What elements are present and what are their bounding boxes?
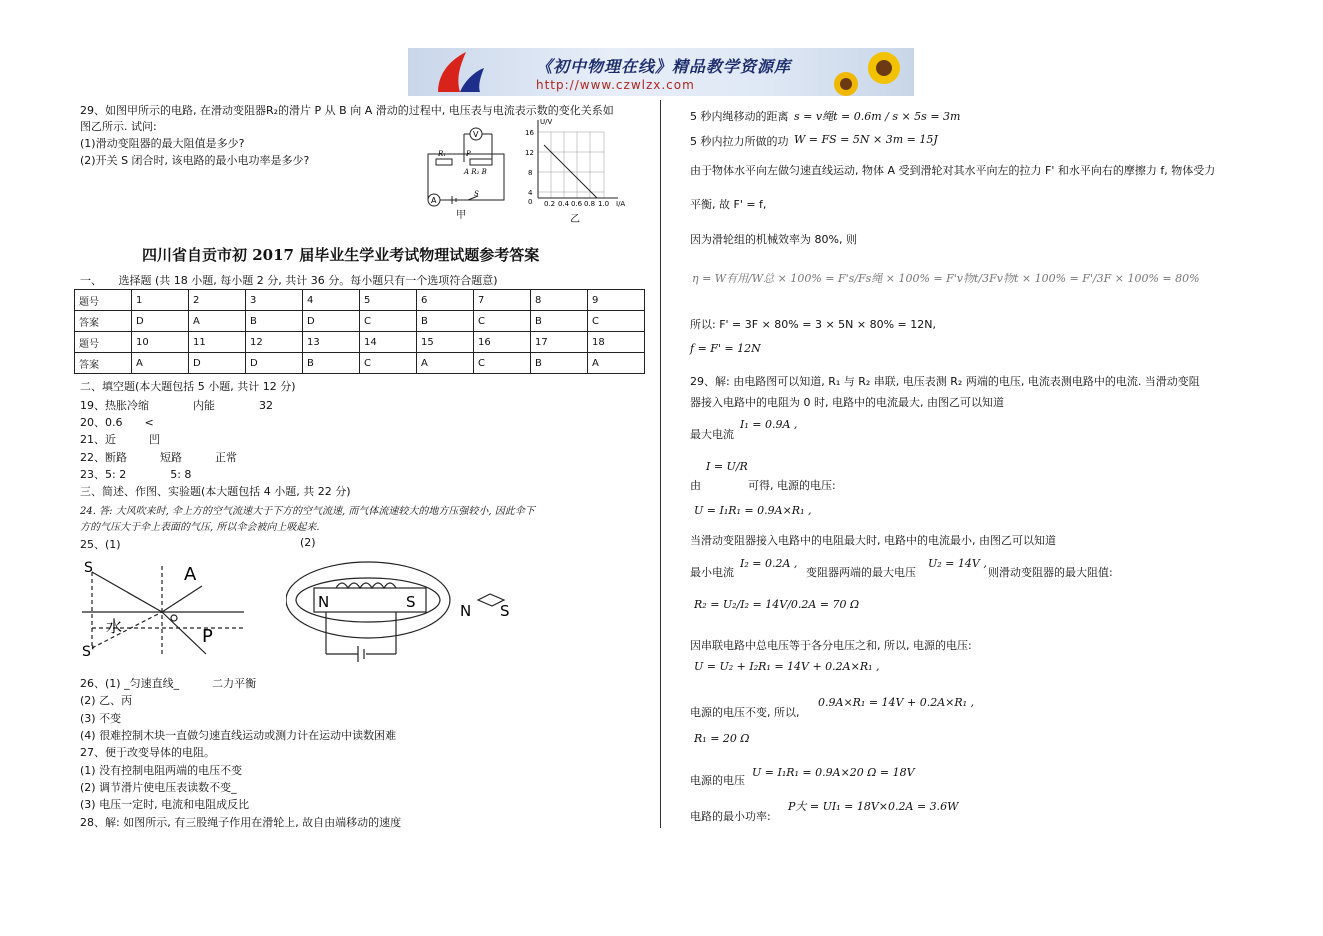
r-line17: 因串联电路中总电压等于各分电压之和, 所以, 电源的电压: bbox=[690, 639, 972, 652]
r-line9: 29、解: 由电路图可以知道, R₁ 与 R₂ 串联, 电压表测 R₂ 两端的电压, 电流表测电路中的电流. 当滑动变阻 bbox=[690, 375, 1200, 388]
r-line22-formula: P大 = UI₁ = 18V×0.2A = 3.6W bbox=[788, 800, 959, 813]
fig25-label-water: 水 bbox=[106, 617, 123, 636]
r-line22-label: 电路的最小功率: bbox=[690, 810, 771, 823]
r-line18: U = U₂ + I₂R₁ = 14V + 0.2A×R₁ , bbox=[694, 660, 880, 673]
q29-line1: 29、如图甲所示的电路, 在滑动变阻器R₂的滑片 P 从 B 向 A 滑动的过程中, 电压表与电流表示数的变化关系如 bbox=[80, 104, 614, 117]
r-line15-text: 变阻器两端的最大电压 bbox=[806, 566, 916, 579]
answer-table bbox=[74, 289, 645, 374]
r-line14: 当滑动变阻器接入电路中的电阻最大时, 电路中的电流最小, 由图乙可以知道 bbox=[690, 534, 1056, 547]
logo-icon bbox=[408, 48, 528, 96]
graph-xtick: 0.2 bbox=[544, 200, 556, 208]
section-3-heading: 三、简述、作图、实验题(本大题包括 4 小题, 共 22 分) bbox=[80, 485, 351, 498]
page-title: 四川省自贡市初 2017 届毕业生学业考试物理试题参考答案 bbox=[142, 246, 540, 264]
graph-xtick: 1.0 bbox=[598, 200, 610, 208]
graph-ytick: 4 bbox=[528, 189, 533, 197]
fig25-label-s: S bbox=[84, 560, 93, 576]
fig-jia-label: 甲 bbox=[456, 210, 466, 221]
answer-19: 19、热胀冷缩 内能 32 bbox=[80, 399, 273, 412]
answer-26-2: (2) 乙、丙 bbox=[80, 694, 133, 707]
r-line1-formula: s = v绳t = 0.6m / s × 5s = 3m bbox=[794, 110, 961, 123]
header-banner bbox=[408, 48, 914, 96]
ohms-law-formula: I = U/R bbox=[706, 460, 748, 473]
graph-xlabel: I/A bbox=[616, 200, 626, 208]
r-line15-text2: 则滑动变阻器的最大阻值: bbox=[988, 566, 1113, 579]
graph-xtick: 0.4 bbox=[558, 200, 570, 208]
banner-title: 《初中物理在线》精品教学资源库 bbox=[536, 57, 792, 76]
r-line15-u2: U₂ = 14V , bbox=[928, 557, 987, 570]
refraction-diagram bbox=[78, 556, 248, 666]
answer-25-part2-label: (2) bbox=[300, 536, 316, 549]
fig25-label-a: A bbox=[184, 564, 197, 585]
r-line19-formula: 0.9A×R₁ = 14V + 0.2A×R₁ , bbox=[818, 696, 975, 709]
needle-s-label: S bbox=[500, 602, 510, 620]
r-line7: 所以: F' = 3F × 80% = 3 × 5N × 80% = 12N, bbox=[690, 318, 936, 331]
table-row: 题号 1 2 3 4 5 6 7 8 9 bbox=[75, 290, 645, 311]
graph-ylabel: U/V bbox=[540, 118, 553, 126]
solenoid-diagram bbox=[286, 558, 526, 664]
graph-ytick: 16 bbox=[525, 129, 534, 137]
r-line12-text: 可得, 电源的电压: bbox=[748, 479, 836, 492]
r-line5: 因为滑轮组的机械效率为 80%, 则 bbox=[690, 233, 857, 246]
r-line8: f = F' = 12N bbox=[690, 342, 761, 355]
answer-27-0: 27、便于改变导体的电阻。 bbox=[80, 746, 215, 759]
r-line11-formula: I₁ = 0.9A , bbox=[740, 418, 798, 431]
graph-xtick: 0.6 bbox=[571, 200, 583, 208]
r-line2-label: 5 秒内拉力所做的功 bbox=[690, 135, 789, 148]
table-row: 题号 10 11 12 13 14 15 16 17 18 bbox=[75, 332, 645, 353]
r-line2-formula: W = FS = 5N × 3m = 15J bbox=[794, 133, 938, 146]
r2-formula: R₂ = U₂/I₂ = 14V/0.2A = 70 Ω bbox=[694, 598, 860, 611]
r-line1-label: 5 秒内绳移动的距离 bbox=[690, 110, 789, 123]
svg-text:S: S bbox=[474, 190, 479, 198]
answer-28: 28、解: 如图所示, 有三股绳子作用在滑轮上, 故自由端移动的速度 bbox=[80, 816, 402, 829]
graph-ytick: 12 bbox=[525, 149, 534, 157]
section-2-heading: 二、填空题(本大题包括 5 小题, 共计 12 分) bbox=[80, 380, 296, 393]
r-line12-label: 由 bbox=[690, 479, 701, 492]
svg-text:V: V bbox=[473, 130, 479, 139]
circuit-diagram bbox=[418, 126, 518, 218]
r-line21-label: 电源的电压 bbox=[690, 774, 745, 787]
r-line15-i2: I₂ = 0.2A , bbox=[740, 557, 798, 570]
r-line19-label: 电源的电压不变, 所以, bbox=[690, 706, 800, 719]
q29-line3: (1)滑动变阻器的最大阻值是多少? bbox=[80, 137, 245, 150]
q29-line2: 图乙所示. 试问: bbox=[80, 120, 157, 133]
answer-25-part1-label: 25、(1) bbox=[80, 538, 121, 551]
uv-graph bbox=[520, 116, 630, 216]
answer-27-1: (1) 没有控制电阻两端的电压不变 bbox=[80, 764, 243, 777]
answer-21: 21、近 凹 bbox=[80, 433, 160, 446]
r1-value: R₁ = 20 Ω bbox=[694, 732, 750, 745]
svg-text:A R₂ B: A R₂ B bbox=[464, 168, 487, 176]
r-line3: 由于物体水平向左做匀速直线运动, 物体 A 受到滑轮对其水平向左的拉力 F' 和水平向右的摩擦力 f, 物体受力 bbox=[690, 164, 1216, 177]
r-line11-label: 最大电流 bbox=[690, 428, 734, 441]
efficiency-formula: η = W有用/W总 × 100% = F's/Fs绳 × 100% = F'v物t/3Fv物t × 100% = F'/3F × 100% = 80% bbox=[692, 272, 1200, 285]
table-row: 答案 D A B D C B C B C bbox=[75, 311, 645, 332]
solenoid-s-label: S bbox=[406, 593, 416, 611]
answer-20: 20、0.6 < bbox=[80, 416, 154, 429]
answer-24-line2: 方的气压大于伞上表面的气压, 所以伞会被向上吸起来. bbox=[80, 522, 320, 533]
answer-26-1: 26、(1) _匀速直线_ 二力平衡 bbox=[80, 677, 257, 690]
answer-22: 22、断路 短路 正常 bbox=[80, 451, 237, 464]
svg-text:R₁: R₁ bbox=[438, 150, 447, 158]
answer-23: 23、5: 2 5: 8 bbox=[80, 468, 192, 481]
banner-url[interactable]: http://www.czwlzx.com bbox=[536, 78, 695, 92]
graph-xtick: 0.8 bbox=[584, 200, 596, 208]
sunflower-icon bbox=[824, 48, 914, 96]
r-line10: 器接入电路中的电阻为 0 时, 电路中的电流最大, 由图乙可以知道 bbox=[690, 396, 1004, 409]
graph-ytick: 0 bbox=[528, 198, 533, 206]
r-line13: U = I₁R₁ = 0.9A×R₁ , bbox=[694, 504, 812, 517]
solenoid-n-label: N bbox=[318, 593, 330, 611]
answer-26-3: (3) 不变 bbox=[80, 712, 122, 725]
needle-n-label: N bbox=[460, 602, 472, 620]
r-line4: 平衡, 故 F' = f, bbox=[690, 198, 767, 211]
q29-line4: (2)开关 S 闭合时, 该电路的最小电功率是多少? bbox=[80, 154, 310, 167]
answer-26-4: (4) 很难控制木块一直做匀速直线运动或测力计在运动中读数困难 bbox=[80, 729, 397, 742]
r-line21-formula: U = I₁R₁ = 0.9A×20 Ω = 18V bbox=[752, 766, 915, 779]
graph-ytick: 8 bbox=[528, 169, 533, 177]
fig25-label-s-prime: S' bbox=[82, 644, 95, 660]
fig25-label-p: P bbox=[202, 626, 213, 647]
table-row: 答案 A D D B C A C B A bbox=[75, 353, 645, 374]
answer-27-3: (3) 电压一定时, 电流和电阻成反比 bbox=[80, 798, 250, 811]
answer-27-2: (2) 调节滑片使电压表读数不变_ bbox=[80, 781, 237, 794]
column-divider bbox=[660, 100, 661, 828]
r-line15-label: 最小电流 bbox=[690, 566, 734, 579]
svg-text:P: P bbox=[466, 150, 471, 158]
answer-24-line1: 24. 答: 大风吹来时, 伞上方的空气流速大于下方的空气流速, 而气体流速较大的地方压强较小, 因此伞下 bbox=[80, 506, 535, 517]
section-1-heading: 一、 选择题 (共 18 小题, 每小题 2 分, 共计 36 分。每小题只有一个选项符合题意) bbox=[80, 274, 498, 287]
fig-yi-label: 乙 bbox=[570, 214, 580, 225]
svg-text:A: A bbox=[431, 196, 437, 205]
